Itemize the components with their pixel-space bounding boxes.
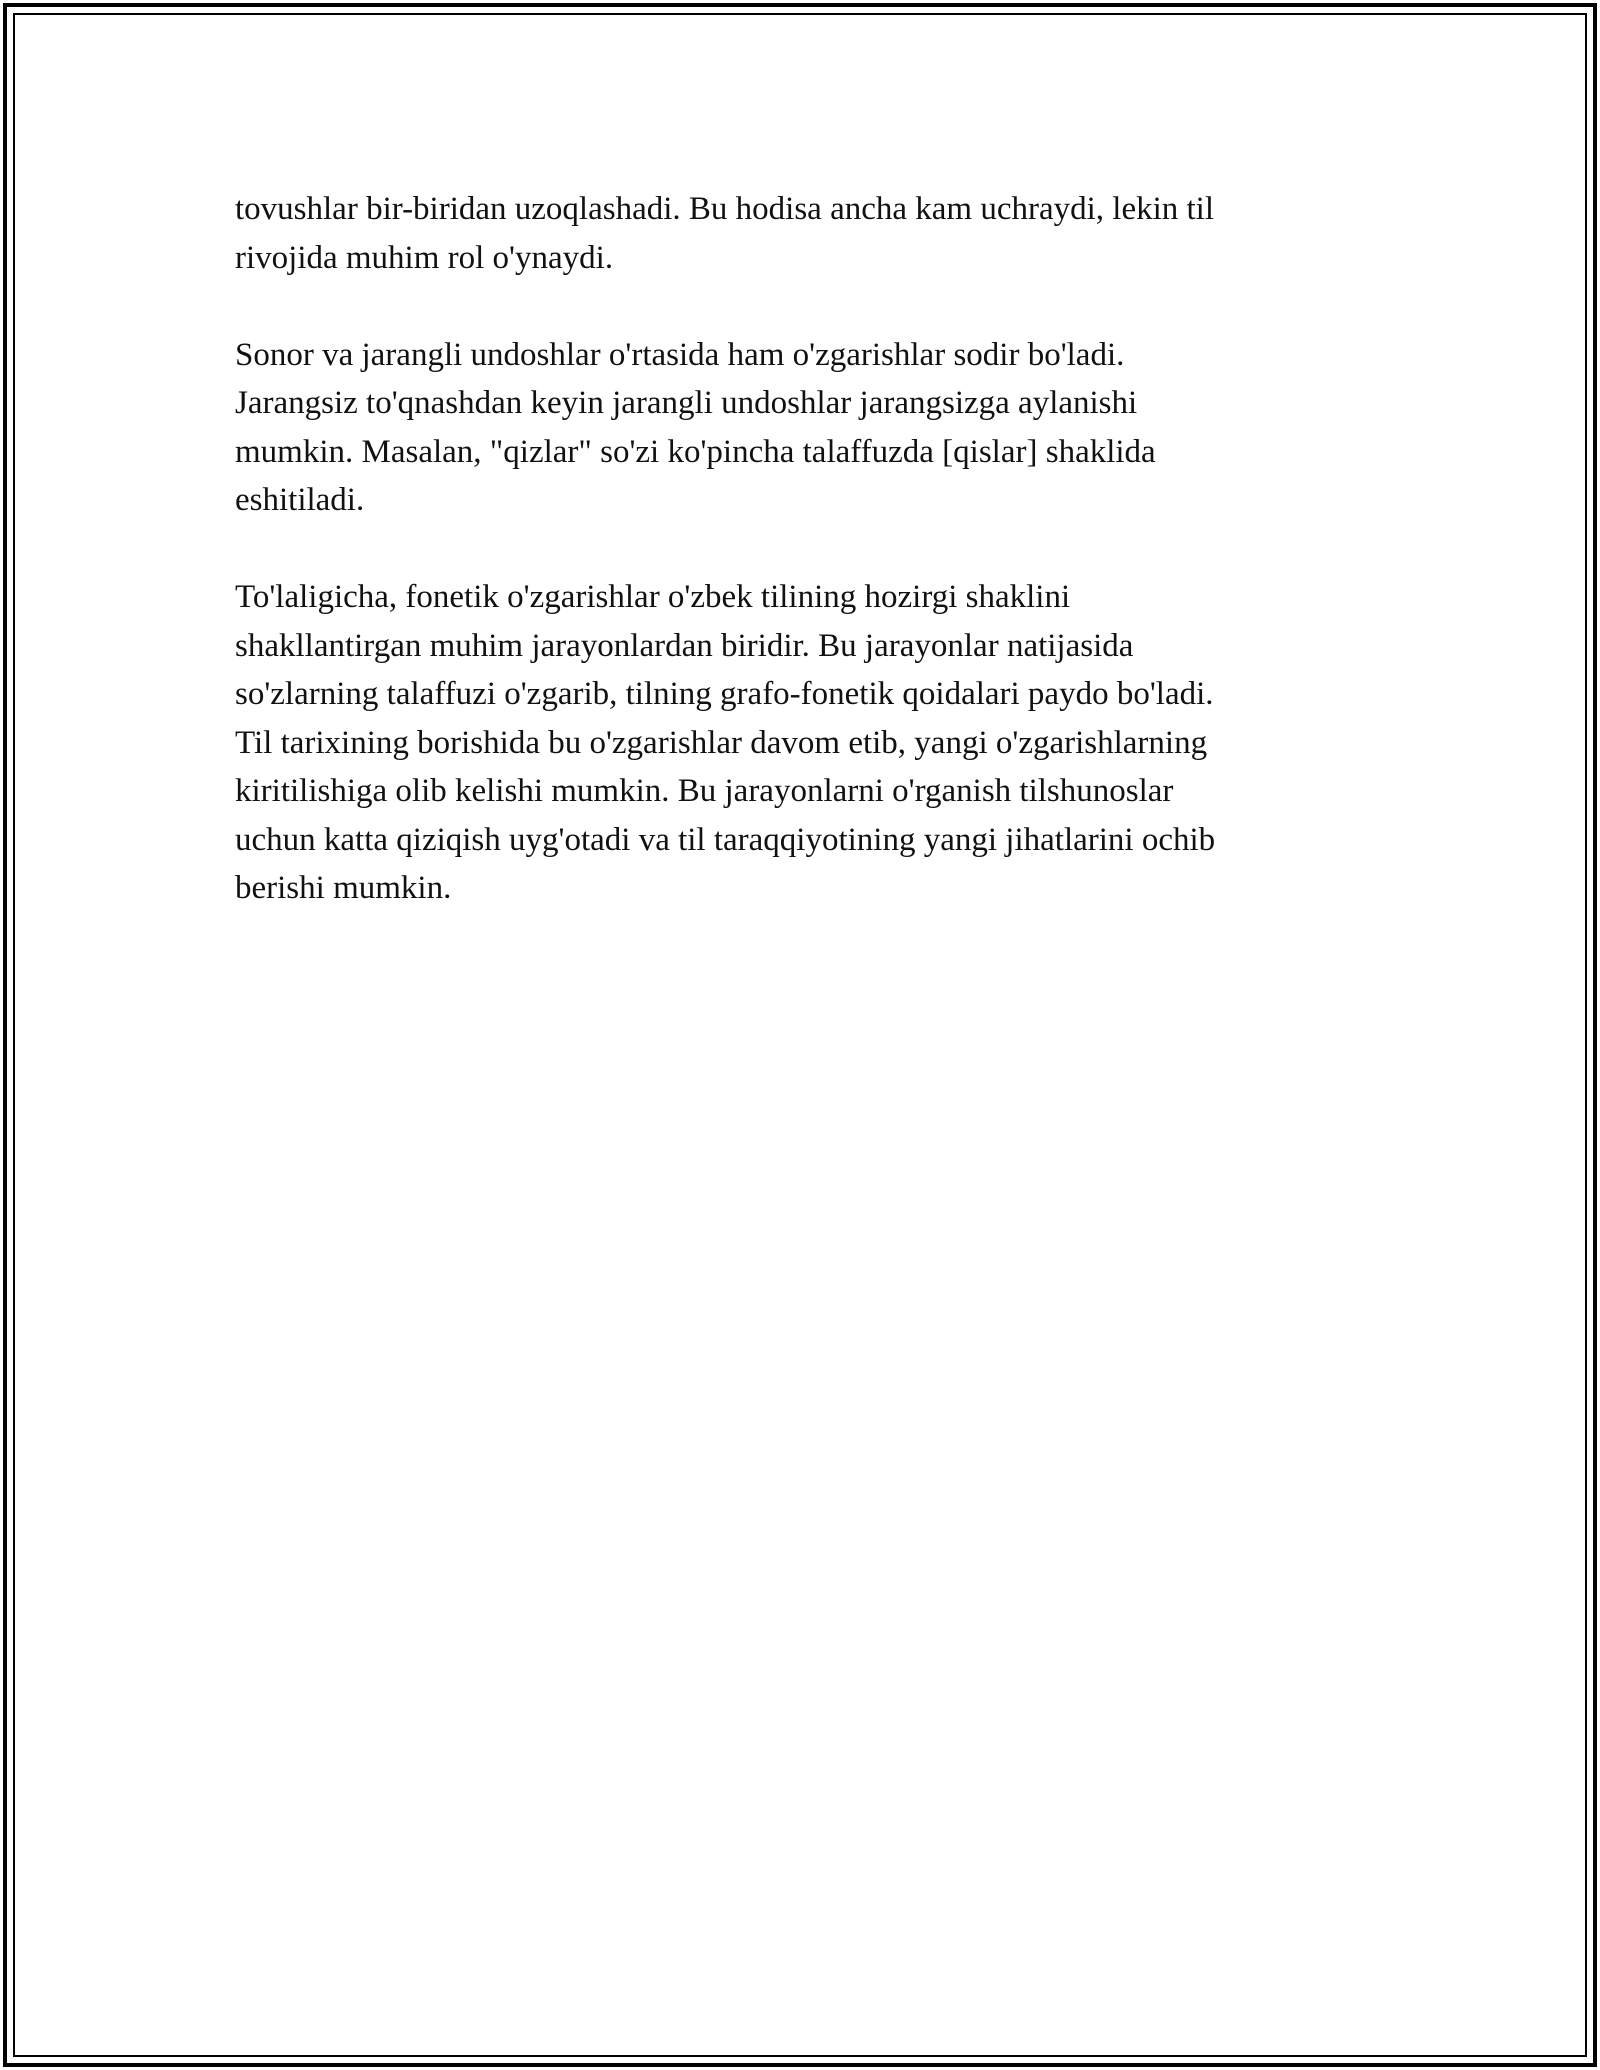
text-line: berishi mumkin.	[235, 870, 452, 906]
text-line: so'zlarning talaffuzi o'zgarib, tilning grafo-fonetik qoidalari paydo bo'ladi.	[235, 676, 1214, 712]
text-line: mumkin. Masalan, "qizlar" so'zi ko'pincha talaffuzda [qislar] shaklida	[235, 433, 1156, 470]
paragraph-3	[235, 573, 1350, 913]
text-line: To'laligicha, fonetik o'zgarishlar o'zbek tilining hozirgi shaklini	[235, 579, 1071, 615]
text-line: kiritilishiga olib kelishi mumkin. Bu jarayonlarni o'rganish tilshunoslar	[235, 773, 1174, 809]
document-body	[235, 185, 1350, 961]
text-line: Til tarixining borishida bu o'zgarishlar davom etib, yangi o'zgarishlarning	[235, 724, 1208, 761]
text-line: Jarangsiz to'qnashdan keyin jarangli undoshlar jarangsizga aylanishi	[235, 385, 1138, 421]
paragraph-2	[235, 331, 1350, 525]
text-line: Sonor va jarangli undoshlar o'rtasida ham o'zgarishlar sodir bo'ladi.	[235, 336, 1125, 373]
text-line: rivojida muhim rol o'ynaydi.	[235, 239, 614, 276]
text-line: eshitiladi.	[235, 482, 365, 518]
text-line: shakllantirgan muhim jarayonlardan biridir. Bu jarayonlar natijasida	[235, 627, 1134, 664]
text-line: tovushlar bir-biridan uzoqlashadi. Bu hodisa ancha kam uchraydi, lekin til	[235, 191, 1215, 227]
text-line: uchun katta qiziqish uyg'otadi va til taraqqiyotining yangi jihatlarini ochib	[235, 821, 1216, 858]
paragraph-1	[235, 185, 1350, 282]
